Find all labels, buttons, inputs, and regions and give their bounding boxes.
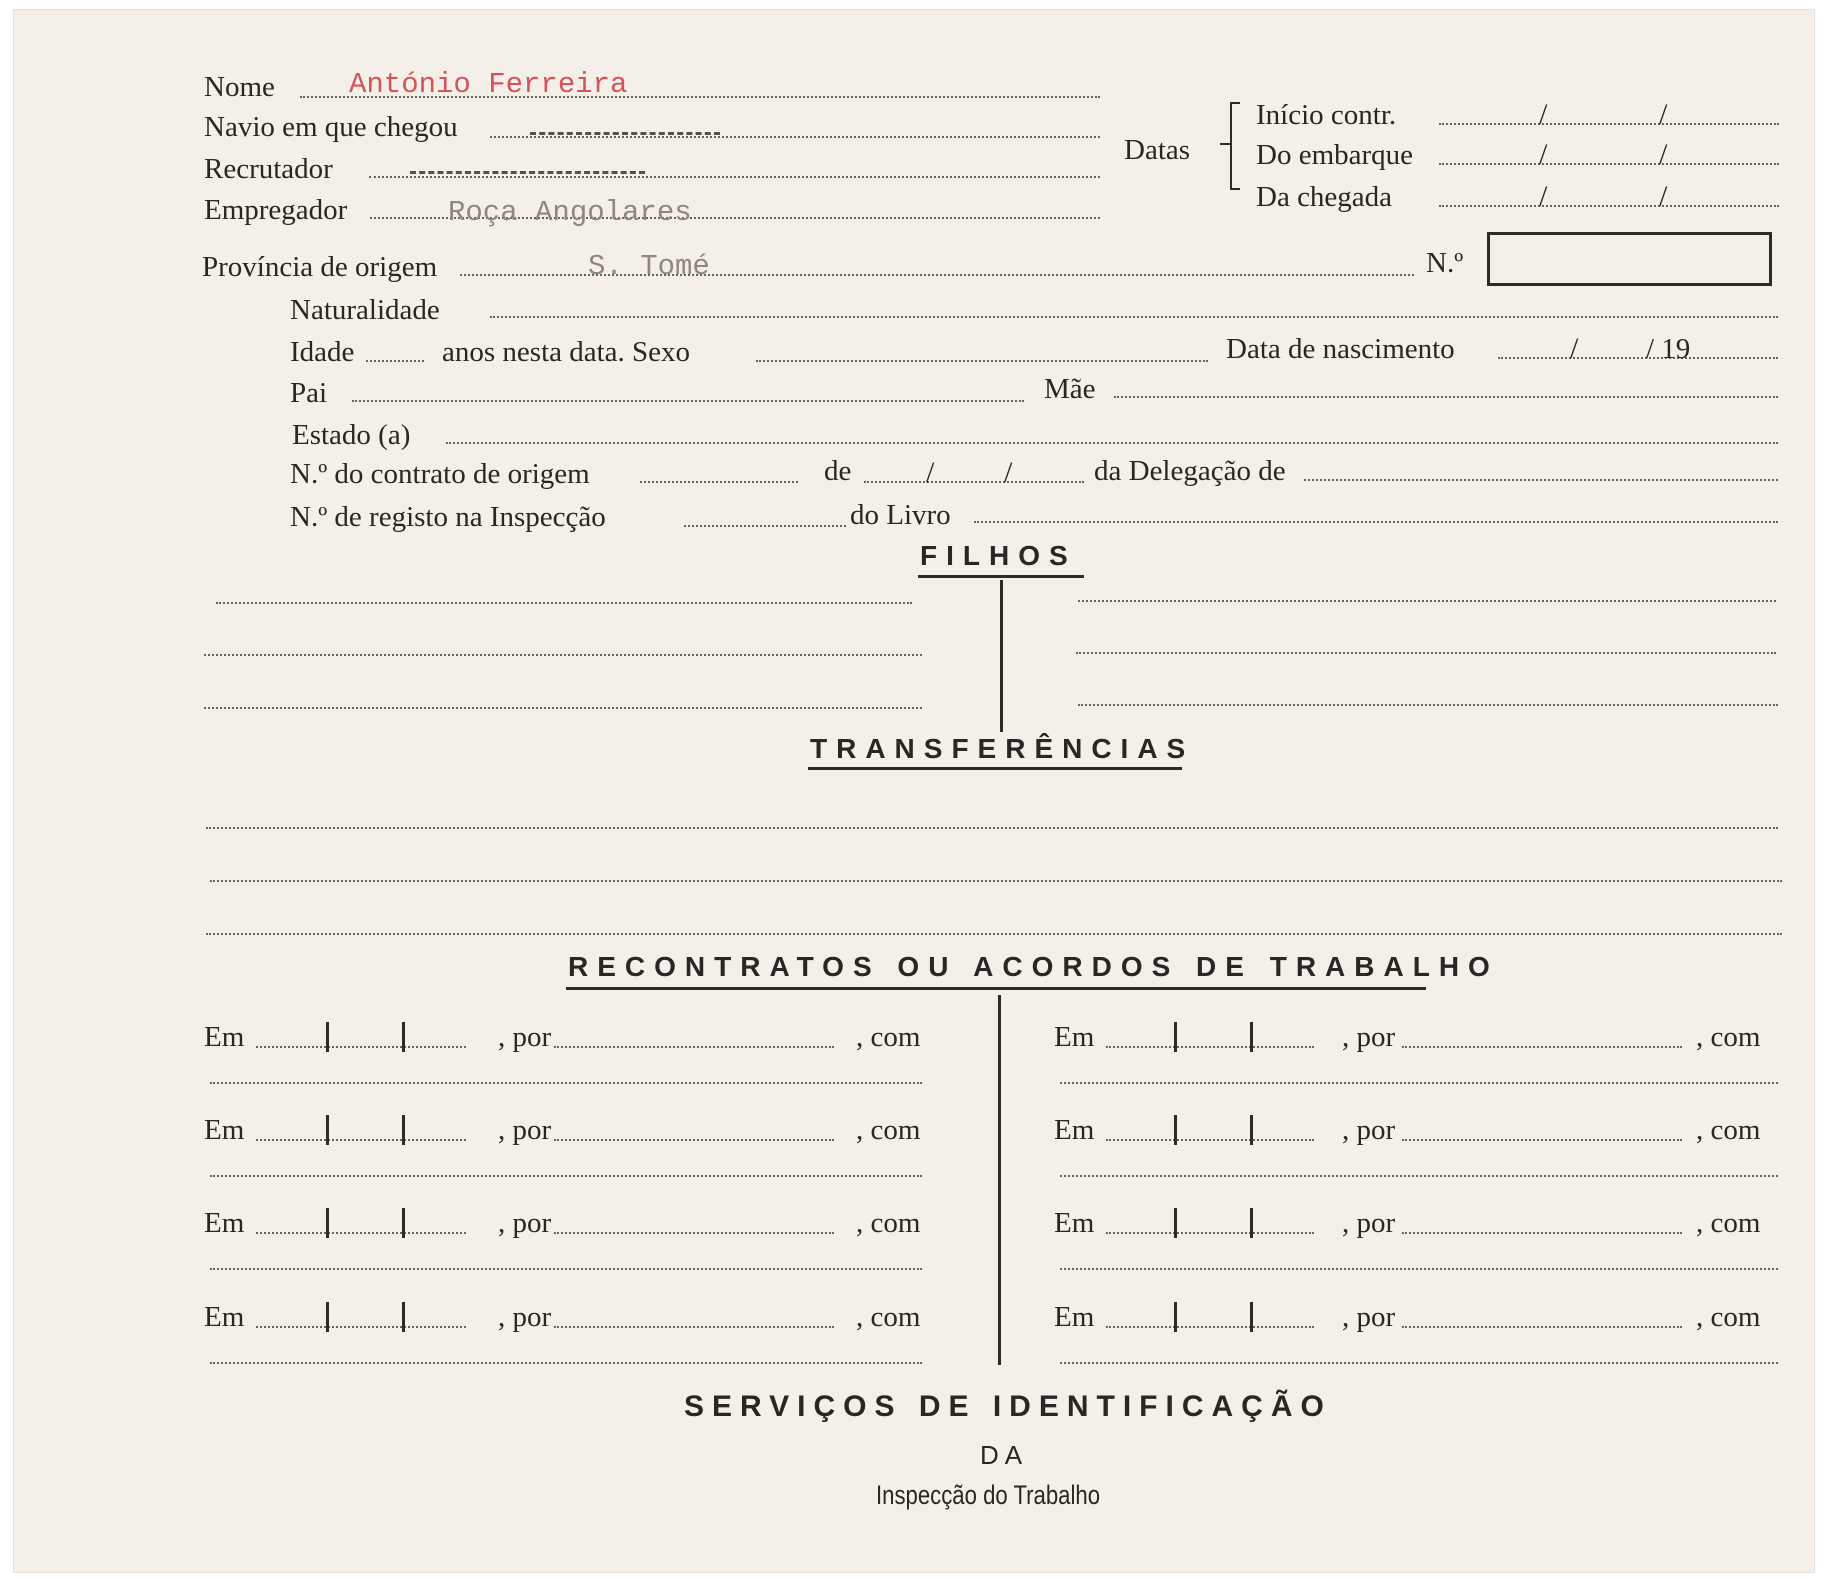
recontrato-right-4-por: , por <box>1342 1301 1396 1333</box>
recontrato-right-3-por: , por <box>1342 1207 1396 1239</box>
recontrato-right-1-date-line <box>1106 1046 1314 1048</box>
recontrato-left-2-por-line <box>554 1139 834 1141</box>
recontrato-right-1-por-line <box>1402 1046 1682 1048</box>
nome-value[interactable]: António Ferreira <box>349 68 628 101</box>
empregador-value[interactable]: Roça Angolares <box>448 196 692 229</box>
recontrato-left-3-em: Em <box>204 1207 245 1239</box>
recontrato-right-1-em: Em <box>1054 1021 1095 1053</box>
recontrato-left-2-date-line <box>256 1139 466 1141</box>
registo-line <box>684 525 846 527</box>
datas-brace-tip <box>1220 143 1230 145</box>
delegacao-line <box>1304 479 1778 481</box>
nascimento-label: Data de nascimento <box>1226 333 1455 365</box>
recontrato-left-4-com: , com <box>856 1301 921 1333</box>
estado-line <box>446 442 1778 444</box>
recontrato-right-3-date-line <box>1106 1232 1314 1234</box>
nascimento-year: / 19 <box>1646 333 1691 365</box>
chegada-line <box>1439 205 1779 207</box>
recontrato-left-3-por: , por <box>498 1207 552 1239</box>
mae-line <box>1114 396 1778 398</box>
recrutador-dash <box>410 171 645 174</box>
livro-line <box>974 521 1778 523</box>
registo-label: N.º de registo na Inspecção <box>290 501 606 533</box>
numero-box[interactable] <box>1487 232 1772 286</box>
recontrato-right-4-tick-2 <box>1250 1302 1253 1332</box>
filhos-line-left-1 <box>216 602 912 604</box>
embarque-slash-2: / <box>1659 138 1668 171</box>
filhos-divider <box>1000 580 1003 732</box>
nascimento-line <box>1498 357 1778 359</box>
recontrato-left-4-tick-2 <box>402 1302 405 1332</box>
recontrato-right-3-com: , com <box>1696 1207 1761 1239</box>
naturalidade-label: Naturalidade <box>290 294 440 326</box>
anos-sexo-label: anos nesta data. Sexo <box>442 336 691 368</box>
embarque-line <box>1439 163 1779 165</box>
datas-brace <box>1230 102 1240 190</box>
contrato-slash-2: / <box>1004 456 1013 489</box>
nascimento-slash: / <box>1570 332 1579 365</box>
transferencias-underline <box>808 767 1182 770</box>
recontrato-right-1-tick-1 <box>1174 1022 1177 1052</box>
filhos-line-right-2 <box>1076 652 1776 654</box>
recontrato-right-3-por-line <box>1402 1232 1682 1234</box>
recontrato-left-1-por-line <box>554 1046 834 1048</box>
filhos-line-right-1 <box>1078 600 1776 602</box>
recontrato-right-2-tick-1 <box>1174 1115 1177 1145</box>
recontrato-left-3-por-line <box>554 1232 834 1234</box>
recontrato-right-3-tick-1 <box>1174 1208 1177 1238</box>
recontrato-left-3-com: , com <box>856 1207 921 1239</box>
recontrato-left-2-tick-1 <box>326 1115 329 1145</box>
navio-line <box>490 136 1100 138</box>
nome-label: Nome <box>204 71 275 103</box>
contrato-line <box>640 481 798 483</box>
contrato-label: N.º do contrato de origem <box>290 458 590 490</box>
mae-label: Mãe <box>1044 373 1096 405</box>
recontrato-left-4-line <box>210 1362 922 1364</box>
footer-title: SERVIÇOS DE IDENTIFICAÇÃO <box>684 1390 1332 1423</box>
recontratos-heading: RECONTRATOS OU ACORDOS DE TRABALHO <box>568 951 1499 982</box>
navio-label: Navio em que chegou <box>204 111 458 143</box>
recontrato-right-3-line <box>1060 1268 1778 1270</box>
recontrato-left-3-tick-1 <box>326 1208 329 1238</box>
transferencias-line-2 <box>210 880 1782 882</box>
recontrato-right-4-date-line <box>1106 1326 1314 1328</box>
idade-label: Idade <box>290 336 355 368</box>
recrutador-label: Recrutador <box>204 153 333 185</box>
recontratos-underline <box>566 987 1426 990</box>
recontrato-left-2-com: , com <box>856 1114 921 1146</box>
navio-dash <box>530 132 720 135</box>
numero-label: N.º <box>1426 247 1464 279</box>
recontrato-right-4-tick-1 <box>1174 1302 1177 1332</box>
recontrato-left-2-por: , por <box>498 1114 552 1146</box>
recontrato-left-4-por: , por <box>498 1301 552 1333</box>
transferencias-heading: TRANSFERÊNCIAS <box>810 733 1195 764</box>
recontrato-right-2-date-line <box>1106 1139 1314 1141</box>
provincia-value[interactable]: S. Tomé <box>588 250 710 283</box>
transferencias-line-3 <box>206 933 1782 935</box>
contrato-date-line <box>864 481 1084 483</box>
delegacao-label: da Delegação de <box>1094 455 1286 487</box>
filhos-line-left-2 <box>204 654 922 656</box>
recrutador-line <box>369 176 1100 178</box>
inicio-line <box>1439 123 1779 125</box>
recontrato-right-1-com: , com <box>1696 1021 1761 1053</box>
chegada-slash-2: / <box>1659 180 1668 213</box>
de-label: de <box>824 455 852 487</box>
recontrato-left-2-em: Em <box>204 1114 245 1146</box>
recontrato-left-1-tick-1 <box>326 1022 329 1052</box>
chegada-label: Da chegada <box>1256 181 1393 213</box>
footer-inspeccao: Inspecção do Trabalho <box>876 1480 1101 1510</box>
recontrato-right-4-em: Em <box>1054 1301 1095 1333</box>
empregador-label: Empregador <box>204 194 348 226</box>
recontrato-right-2-line <box>1060 1175 1778 1177</box>
datas-label: Datas <box>1124 134 1191 166</box>
estado-label: Estado (a) <box>292 419 411 451</box>
inicio-slash-2: / <box>1659 98 1668 131</box>
recontrato-right-4-line <box>1060 1362 1778 1364</box>
inicio-label: Início contr. <box>1256 99 1397 131</box>
recontrato-right-1-line <box>1060 1082 1778 1084</box>
filhos-underline <box>918 575 1084 578</box>
recontrato-right-1-tick-2 <box>1250 1022 1253 1052</box>
identification-card <box>14 10 1814 1572</box>
recontrato-left-1-tick-2 <box>402 1022 405 1052</box>
naturalidade-line <box>490 316 1778 318</box>
recontrato-left-3-line <box>210 1268 922 1270</box>
sexo-line <box>756 360 1208 362</box>
pai-label: Pai <box>290 377 328 409</box>
recontrato-left-4-tick-1 <box>326 1302 329 1332</box>
recontrato-right-2-em: Em <box>1054 1114 1095 1146</box>
livro-label: do Livro <box>850 499 951 531</box>
recontrato-left-3-date-line <box>256 1232 466 1234</box>
recontrato-left-4-por-line <box>554 1326 834 1328</box>
recontratos-divider <box>998 995 1001 1365</box>
idade-line <box>366 360 424 362</box>
footer-da: DA <box>980 1440 1029 1470</box>
recontrato-right-4-por-line <box>1402 1326 1682 1328</box>
recontrato-left-1-por: , por <box>498 1021 552 1053</box>
recontrato-left-3-tick-2 <box>402 1208 405 1238</box>
embarque-label: Do embarque <box>1256 139 1414 171</box>
recontrato-right-1-por: , por <box>1342 1021 1396 1053</box>
inicio-slash-1: / <box>1539 98 1548 131</box>
chegada-slash-1: / <box>1539 180 1548 213</box>
recontrato-right-3-em: Em <box>1054 1207 1095 1239</box>
embarque-slash-1: / <box>1539 138 1548 171</box>
recontrato-right-2-por: , por <box>1342 1114 1396 1146</box>
recontrato-left-2-tick-2 <box>402 1115 405 1145</box>
transferencias-line-1 <box>206 827 1778 829</box>
pai-line <box>352 400 1024 402</box>
recontrato-right-3-tick-2 <box>1250 1208 1253 1238</box>
recontrato-left-1-com: , com <box>856 1021 921 1053</box>
recontrato-right-2-com: , com <box>1696 1114 1761 1146</box>
filhos-heading: FILHOS <box>920 540 1077 571</box>
contrato-slash-1: / <box>926 456 935 489</box>
recontrato-right-4-com: , com <box>1696 1301 1761 1333</box>
recontrato-left-1-em: Em <box>204 1021 245 1053</box>
recontrato-left-4-em: Em <box>204 1301 245 1333</box>
recontrato-right-2-tick-2 <box>1250 1115 1253 1145</box>
filhos-line-left-3 <box>204 707 922 709</box>
recontrato-left-4-date-line <box>256 1326 466 1328</box>
recontrato-left-1-date-line <box>256 1046 466 1048</box>
recontrato-left-1-line <box>210 1082 922 1084</box>
filhos-line-right-3 <box>1078 704 1778 706</box>
recontrato-right-2-por-line <box>1402 1139 1682 1141</box>
recontrato-left-2-line <box>210 1175 922 1177</box>
provincia-label: Província de origem <box>202 251 438 283</box>
